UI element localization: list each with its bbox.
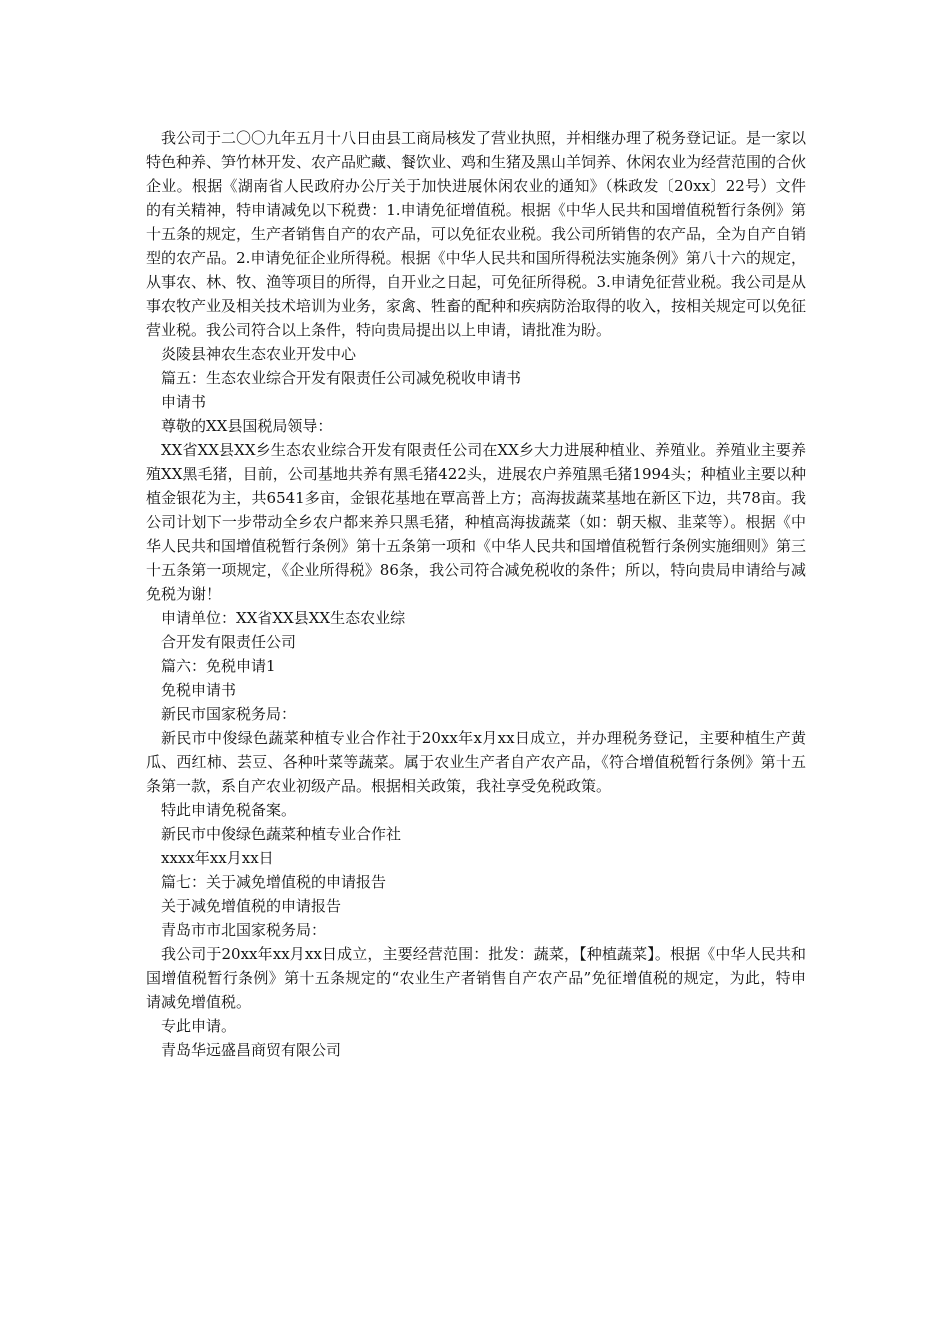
salutation-county-tax-bureau: 尊敬的XX县国税局领导： <box>161 417 333 435</box>
section-heading-5: 篇五：生态农业综合开发有限责任公司减免税收申请书 <box>161 369 522 387</box>
paragraph-vegetable-cooperative: 新民市中俊绿色蔬菜种植专业合作社于20xx年x月xx日成立，并办理税务登记，主要种植生产黄瓜、西红柿、芸豆、各种叶菜等蔬菜。属于农业生产者自产农产品，《符合增值税暂行条例》第十五条第一款，系自产农业初级产品。根据相关政策，我社享受免税政策。 <box>146 729 806 795</box>
section-heading-7: 篇七：关于减免增值税的申请报告 <box>161 873 387 891</box>
section-heading-6: 篇六：免税申请1 <box>161 657 276 675</box>
doc-title-application: 申请书 <box>161 393 207 411</box>
applicant-line-2: 合开发有限责任公司 <box>161 633 297 651</box>
paragraph-tax-exemption-application: 我公司于二〇〇九年五月十八日由县工商局核发了营业执照，并相继办理了税务登记证。是一家以特色种养、笋竹林开发、农产品贮藏、餐饮业、鸡和生猪及黑山羊饲养、休闲农业为经营范围的合伙企业。根据《湖南省人民政府办公厅关于加快进展休闲农业的通知》（株政发〔20xx〕22号）文件的有关精神，特申请减免以下税费：1.申请免征增值税。根据《中华人民共和国增值税暂行条例》第十五条的规定，生产者销售自产的农产品，可以免征农业税。我公司所销售的农产品，全为自产自销型的农产品。2.申请免征企业所得税。根据《中华人民共和国所得税法实施条例》第八十六的规定，从事农、林、牧、渔等项目的所得，自开业之日起，可免征所得税。3.申请免征营业税。我公司是从事农牧产业及相关技术培训为业务，家禽、牲畜的配种和疾病防治取得的收入，按相关规定可以免征营业税。我公司符合以上条件，特向贵局提出以上申请，请批准为盼。 <box>146 129 807 339</box>
paragraph-vat-reduction: 我公司于20xx年xx月xx日成立，主要经营范围：批发：蔬菜，【种植蔬菜】。根据《中华人民共和国增值税暂行条例》第十五条规定的“农业生产者销售自产农产品”免征增值税的规定，为此，特申请减免增值税。 <box>146 945 806 1011</box>
salutation-qingdao-tax-bureau: 青岛市市北国家税务局： <box>161 921 327 939</box>
signature-qingdao-company: 青岛华远盛昌商贸有限公司 <box>161 1041 342 1059</box>
closing-record: 特此申请免税备案。 <box>161 801 297 819</box>
closing-application: 专此申请。 <box>161 1017 237 1035</box>
paragraph-eco-agriculture: XX省XX县XX乡生态农业综合开发有限责任公司在XX乡大力进展种植业、养殖业。养殖业主要养殖XX黑毛猪，目前，公司基地共养有黑毛猪422头，进展农户养殖黑毛猪1994头；种植业主要以种植金银花为主，共6541多亩，金银花基地在覃高普上方；高海拔蔬菜基地在新区下边，共78亩。我公司计划下一步带动全乡农户都来养只黑毛猪，种植高海拔蔬菜（如：朝天椒、韭菜等）。根据《中华人民共和国增值税暂行条例》第十五条第一项和《中华人民共和国增值税暂行条例实施细则》第三十五条第一项规定，《企业所得税》86条，我公司符合减免税收的条件；所以，特向贵局申请给与减免税为谢！ <box>146 441 807 603</box>
date-line: xxxx年xx月xx日 <box>161 849 274 867</box>
doc-title-vat-report: 关于减免增值税的申请报告 <box>161 897 342 915</box>
salutation-xinmin-tax-bureau: 新民市国家税务局： <box>161 705 297 723</box>
doc-title-exemption: 免税申请书 <box>161 681 237 699</box>
applicant-line-1: 申请单位：XX省XX县XX生态农业综 <box>161 609 406 627</box>
signature-yanling-center: 炎陵县神农生态农业开发中心 <box>161 345 357 363</box>
signature-cooperative: 新民市中俊绿色蔬菜种植专业合作社 <box>161 825 402 843</box>
document-body <box>146 126 806 1062</box>
